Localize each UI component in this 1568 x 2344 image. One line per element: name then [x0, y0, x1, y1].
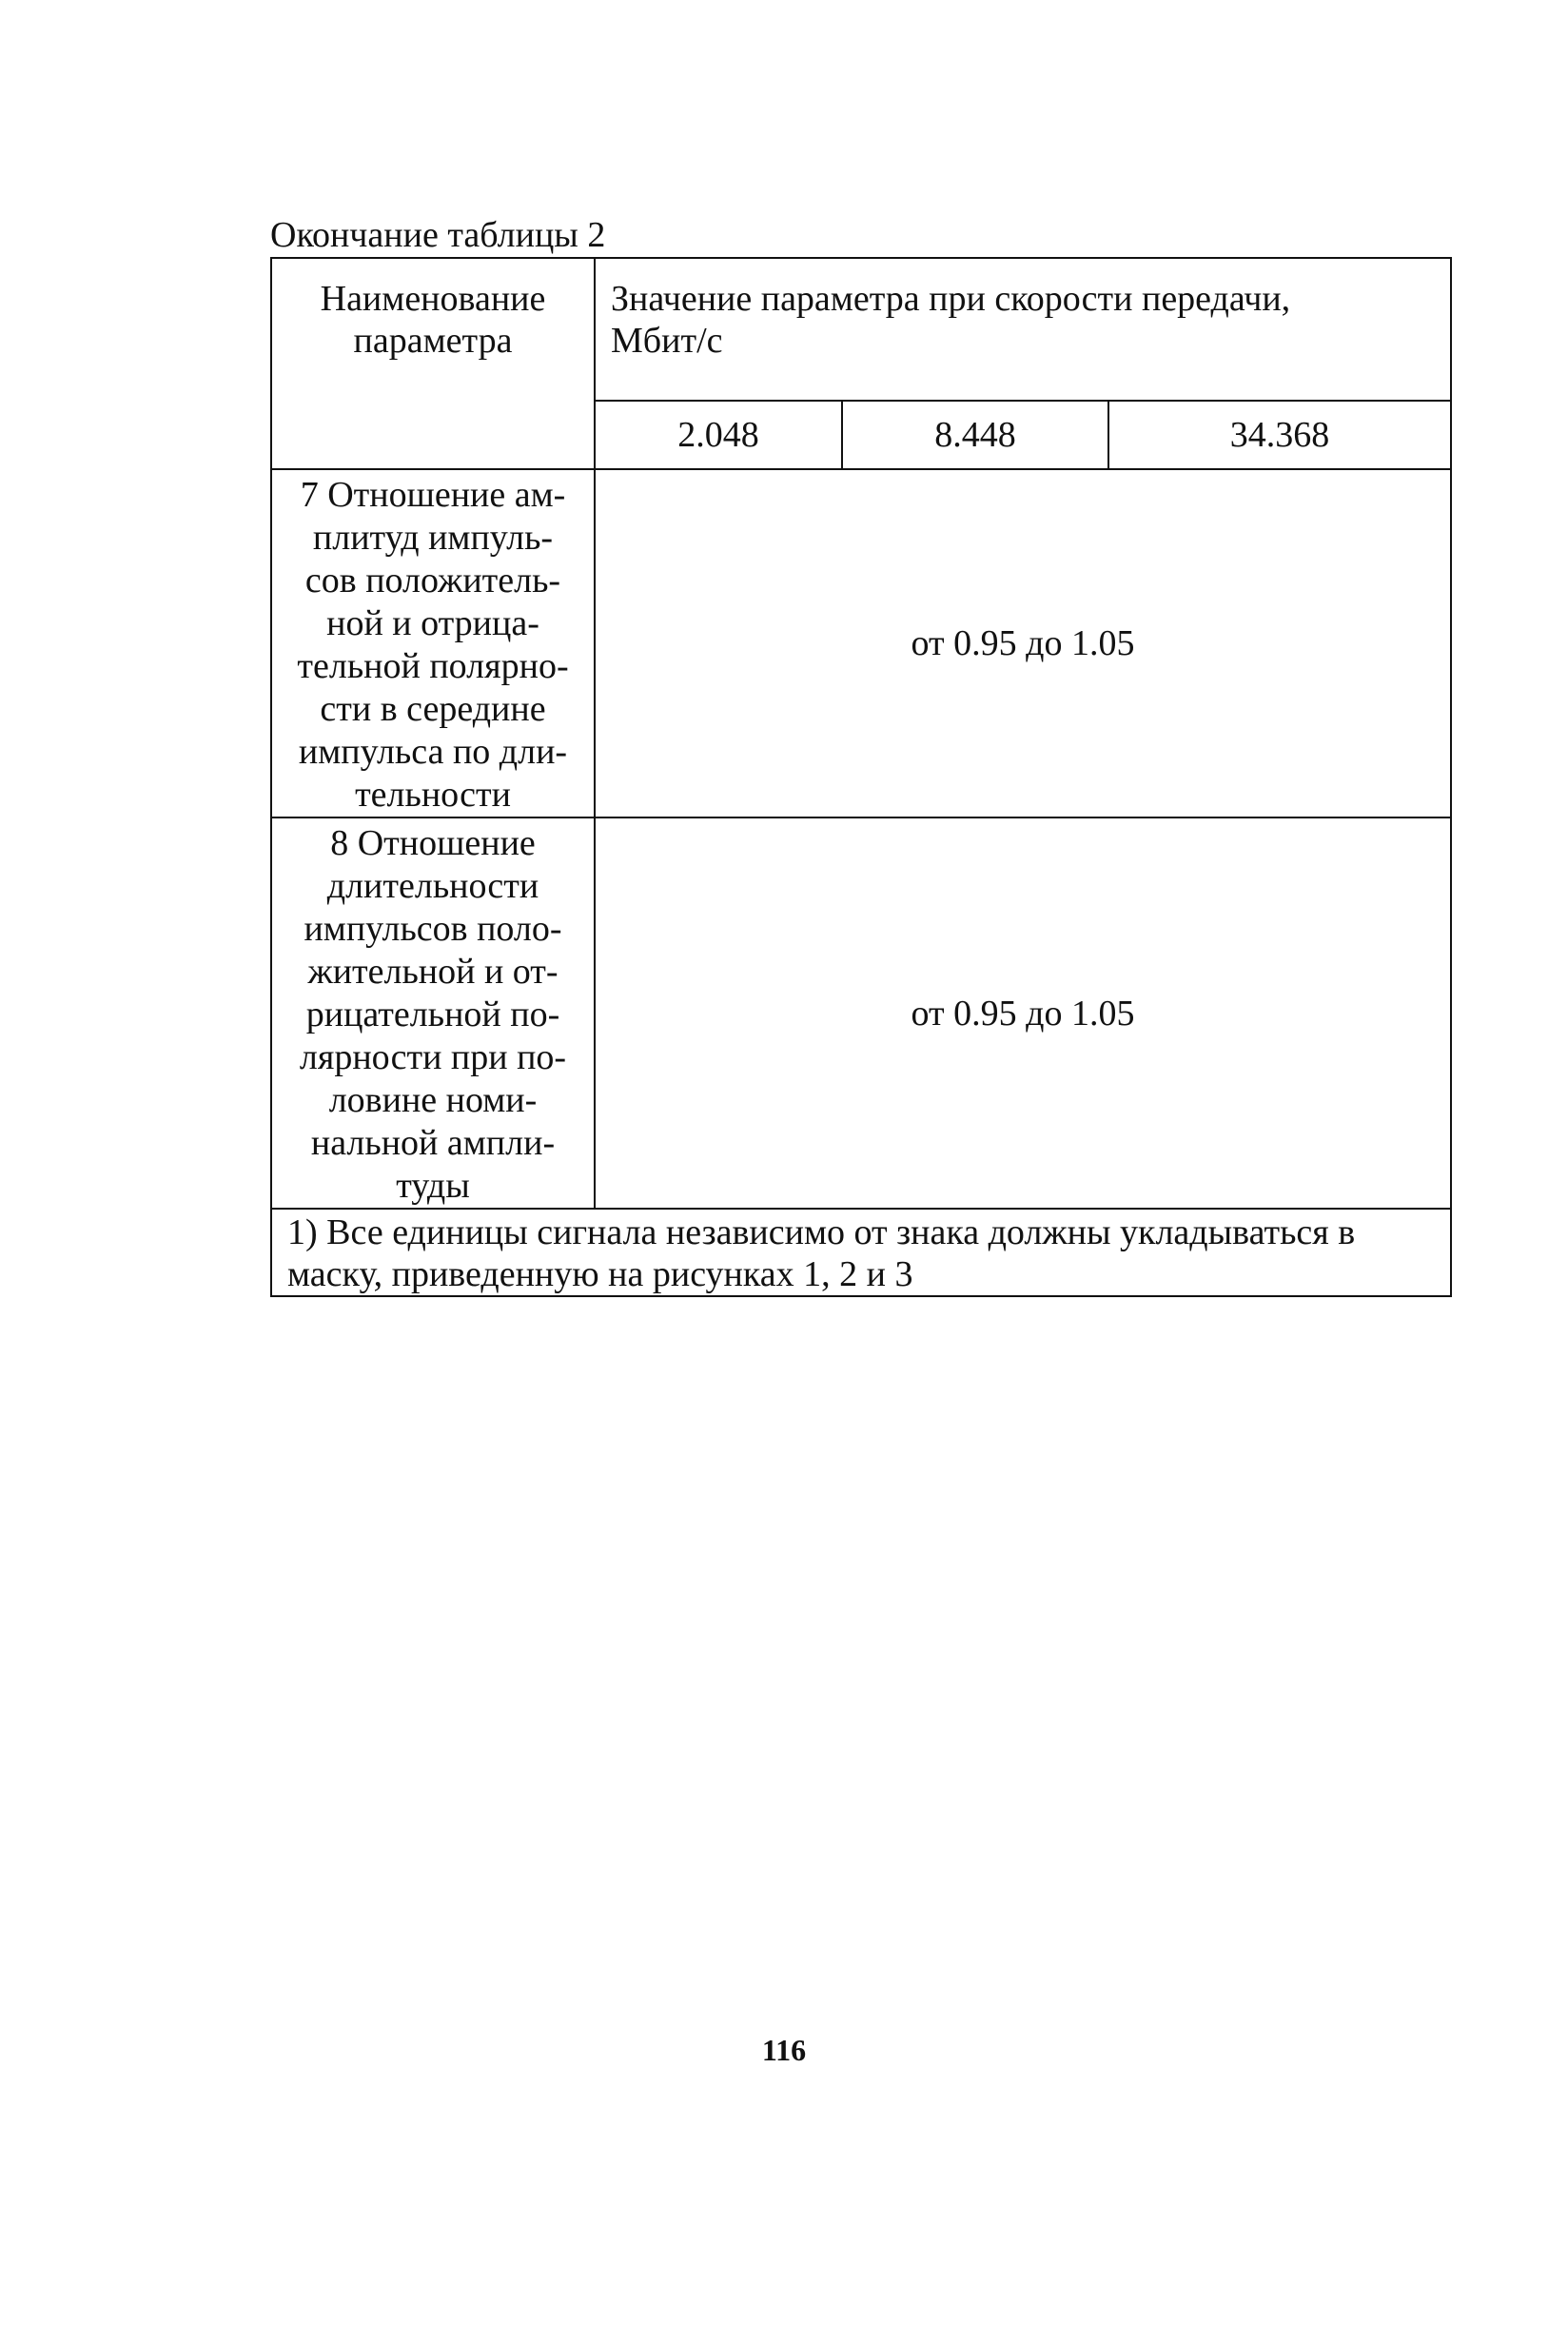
row-8-name-line: 8 Отношение	[330, 823, 536, 863]
row-7-name-line: импульса по дли-	[298, 732, 568, 772]
row-7-name-line: 7 Отношение ам-	[300, 475, 566, 515]
table-caption: Окончание таблицы 2	[270, 215, 606, 255]
rate-8448: 8.448	[842, 401, 1108, 469]
row-7-value: от 0.95 до 1.05	[595, 469, 1451, 817]
rate-2048: 2.048	[595, 401, 842, 469]
row-8-name-line: ловине номи-	[328, 1080, 538, 1120]
row-7-name	[271, 469, 595, 817]
row-7-name-line: тельности	[355, 775, 511, 815]
row-7-name-line: тельной полярно-	[297, 646, 569, 686]
rate-34368: 34.368	[1108, 401, 1451, 469]
footnote-line-2: маску, приведенную на рисунках 1, 2 и 3	[287, 1254, 913, 1294]
row-8-name-line: нальной ампли-	[310, 1123, 556, 1163]
header-name-line-2: параметра	[353, 321, 513, 361]
header-parameter-name	[271, 258, 595, 469]
row-7-name-line: сов положитель-	[304, 561, 561, 601]
table-footnote	[271, 1209, 1451, 1296]
row-7-name-line: ной и отрица-	[326, 603, 539, 643]
footnote-line-1: 1) Все единицы сигнала независимо от знака должны укладываться в	[287, 1212, 1356, 1252]
row-8-name-line: туды	[396, 1166, 470, 1206]
header-row	[271, 258, 1451, 401]
footnote-row	[271, 1209, 1451, 1296]
row-8-name-line: рицательной по-	[305, 995, 560, 1034]
row-8-name-line: импульсов поло-	[304, 909, 562, 949]
header-value-line-2: Мбит/с	[611, 321, 723, 361]
row-8-name-line: длительности	[326, 866, 539, 906]
page-number: 116	[761, 2033, 807, 2067]
table-row	[271, 469, 1451, 817]
header-value-line-1: Значение параметра при скорости передачи,	[611, 279, 1291, 319]
header-parameter-value	[595, 258, 1451, 401]
row-7-name-line: плитуд импуль-	[312, 518, 554, 558]
row-7-name-line: сти в середине	[320, 689, 546, 729]
row-8-name	[271, 817, 595, 1209]
table-row	[271, 817, 1451, 1209]
header-name-line-1: Наименование	[320, 279, 546, 319]
row-8-name-line: лярности при по-	[299, 1037, 567, 1077]
row-8-name-line: жительной и от-	[307, 952, 559, 992]
row-8-value: от 0.95 до 1.05	[595, 817, 1451, 1209]
parameters-table	[270, 257, 1452, 1297]
